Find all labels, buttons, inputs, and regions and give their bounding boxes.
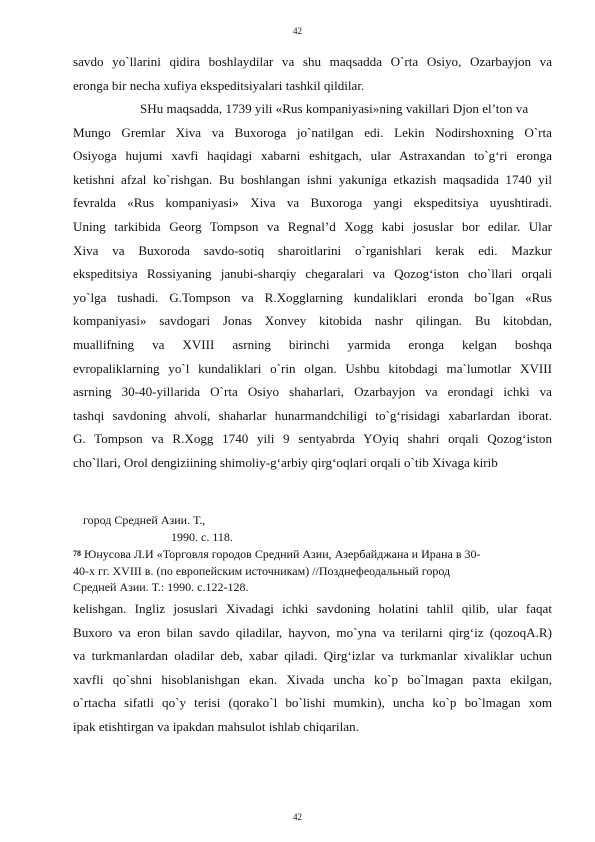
page-number-bottom: 42 (293, 812, 302, 822)
text-line: yo`lga tushadi. G.Tompson va R.Xogglarning kundaliklari eronda bo`lgan «Rus (73, 289, 552, 305)
paragraph-1 (73, 50, 552, 97)
text-line: kelishgan. Ingliz josuslari Xivadagi ichki savdoning holatini tahlil qilib, ular faqat (73, 601, 552, 616)
text-line: asrning 30-40-yillarida O`rta Osiyo shaharlari, Ozarbayjon va erondagi ichki va (73, 384, 552, 400)
text-line: ipak etishtirgan va ipakdan mahsulot ishlab chiqarilan. (73, 718, 359, 734)
text-line: kompaniyasi» savdogari Jonas Xonvey kitobida nashr qilingan. Bu kitobdan, (73, 313, 552, 329)
paragraph-2 (73, 97, 552, 475)
text-line: muallifning va XVIII asrning birinchi yarmida eronga kelgan boshqa (73, 336, 552, 352)
text-line: evropaliklarning yo`l kundaliklari o`rin olgan. Ushbu kitobdagi ma`lumotlar XVIII (73, 360, 552, 376)
text-line: xavfli qo`shni hisoblanishgan ekan. Xivada uncha ko`p bo`lmagan paxta ekilgan, (73, 671, 552, 687)
page-number-top: 42 (293, 26, 302, 36)
text-line: tashqi savdoning ahvoli, shaharlar hunarmandchiligi to`g‘risidagi xabarlardan iborat. (73, 407, 552, 423)
footnote-line: город Средней Азии. Т., (83, 513, 206, 527)
footnote-continuation (83, 512, 205, 529)
text-line: o`rtacha sifatli qo`y terisi (qorako`l bo`lishi mumkin), uncha ko`p bo`lmagan xom (73, 695, 552, 711)
paragraph-3 (73, 597, 552, 739)
text-line: savdo yo`llarini qidira boshlaydilar va shu maqsadda O`rta Osiyo, Ozarbayjon va (73, 54, 552, 69)
text-line: G. Tompson va R.Xogg 1740 yili 9 sentyabrda YOyiq shahri orqali Qozog‘iston (73, 431, 552, 447)
text-line: ekspeditsiya Rossiyaning janubi-sharqiy chegaralari va Qozog‘iston cho`llari orqali (73, 266, 552, 282)
footnote-line: Юнусова Л.И «Торговля городов Средний Азии, Азербайджана и Ирана в 30- (81, 547, 481, 561)
text-line: Buxoro va eron bilan savdo qiladilar, hayvon, mo`yna va terilarni qirg‘iz (qozoqA.R) (73, 624, 552, 640)
text-line: Osiyoga hujumi xavfi haqidagi xabarni eshitgach, ular Astraxandan to`g‘ri eronga (73, 148, 552, 164)
text-line: SHu maqsadda, 1739 yili «Rus kompaniyasi»ning vakillari Djon el’ton va (140, 101, 529, 116)
footnote-line: 1990. с. 118. (171, 530, 233, 544)
footnote-number: 78 (73, 549, 81, 558)
footnote-78 (73, 546, 553, 596)
footnote-continuation-page (171, 529, 233, 546)
text-line: va turkmanlardan oladilar deb, xabar qiladi. Qirg‘izlar va turkmanlar xivaliklar uchun (73, 648, 552, 664)
text-line: Uning tarkibida Georg Tompson va Regnal’d Xogg kabi josuslar bor edilar. Ular (73, 218, 552, 234)
text-line: Mungo Gremlar Xiva va Buxoroga jo`natilgan edi. Lekin Nodirshoxning O`rta (73, 124, 552, 140)
text-line: fevralda «Rus kompaniyasi» Xiva va Buxoroga yangi ekspeditsiya uyushtiradi. (73, 195, 552, 211)
footnote-line: 40-х гг. XVIII в. (по европейским источникам) //Позднефеодальный город (73, 563, 451, 578)
text-line: ketishni afzal ko`rishgan. Bu boshlangan ishni yakuniga etkazish maqsadida 1740 yil (73, 171, 552, 187)
text-line: eronga bir necha xufiya ekspeditsiyalari tashkil qildilar. (73, 77, 365, 93)
text-line: Xiva va Buxoroda savdo-sotiq sharoitlarini o`rganishlari kerak edi. Mazkur (73, 242, 552, 258)
footnote-line: Средней Азии. Т.: 1990. с.122-128. (73, 580, 249, 595)
text-line: cho`llari, Orol dengiziining shimoliy-g‘arbiy qirg‘oqlari orqali o`tib Xivaga kirib (73, 454, 498, 470)
